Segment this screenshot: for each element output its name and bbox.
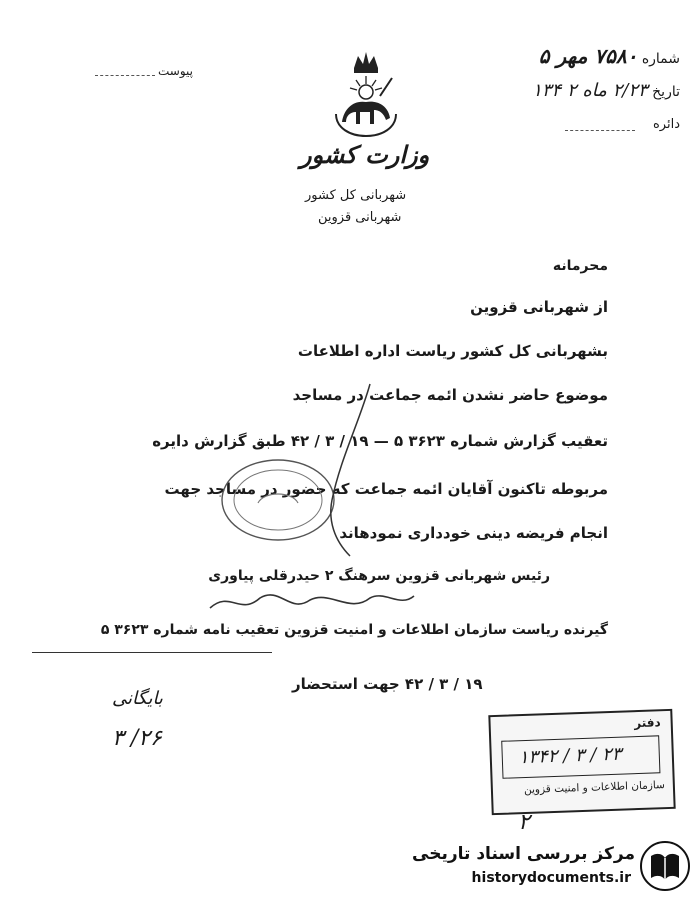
stamp-org: سازمان اطلاعات و امنیت قزوین	[523, 779, 666, 797]
lion-and-sun-emblem-icon	[330, 48, 402, 138]
body-line-2: مربوطه تاکنون آقایان ائمه جماعت که حضور در مساجد جهت	[164, 480, 608, 498]
letter-date	[532, 80, 680, 101]
archive-url: historydocuments.ir	[471, 870, 631, 886]
ministry-title: وزارت کشور	[300, 140, 430, 169]
date-value: ۲/۲۳ ماه ۲ ۱۳۴	[532, 80, 648, 101]
department-label: دائره	[652, 117, 680, 132]
to-line: بشهربانی کل کشور ریاست اداره اطلاعات	[297, 342, 608, 360]
attachment-label: پیوست	[158, 64, 193, 78]
org-line-2: شهربانی قزوین	[318, 210, 402, 225]
stamp-date-box	[501, 735, 660, 778]
signature-scribble	[200, 588, 420, 618]
attachment-field	[158, 64, 193, 78]
stamp-date: ۱۳۴۲ / ۳ / ۲۳	[518, 743, 622, 769]
from-line: از شهربانی قزوین	[470, 298, 608, 316]
date-line: ۱۹ / ۳ / ۴۲ جهت استحضار	[292, 675, 483, 693]
receiver-line: گیرنده ریاست سازمان اطلاعات و امنیت قزوین تعقیب نامه شماره ۳۶۲۳ ۵	[100, 622, 608, 638]
org-line-1: شهربانی کل کشور	[305, 188, 407, 203]
margin-note-line-2: ۲۶/ ۳	[112, 726, 162, 751]
number-value: ۷۵۸۰ مهر ۵	[538, 44, 638, 68]
bottom-mark: ۲	[518, 810, 530, 835]
signature-line: رئیس شهربانی قزوین سرهنگ ۲ حیدرقلی پیاوری	[208, 568, 550, 584]
archive-title: مرکز بررسی اسناد تاریخی	[412, 844, 635, 864]
subject-line: موضوع حاضر نشدن ائمه جماعت در مساجد	[292, 386, 608, 404]
margin-note-line-1: بایگانی	[112, 688, 163, 709]
archive-book-icon	[639, 840, 691, 892]
letter-number	[539, 44, 680, 68]
department-dotline	[565, 130, 635, 131]
number-label: شماره	[641, 51, 680, 67]
archive-logo	[412, 838, 695, 898]
handwritten-stroke	[320, 380, 380, 560]
registry-stamp	[488, 709, 675, 815]
body-line-3: انجام فریضه دینی خودداری نمودهاند	[339, 524, 608, 542]
date-label: تاریخ	[652, 84, 680, 100]
attachment-dotline	[95, 75, 155, 76]
department-field	[653, 117, 680, 132]
body-line-1: تعقیب گزارش شماره ۳۶۲۳ ۵ — ۱۹ / ۳ / ۴۲ طبق گزارش دایره	[152, 432, 608, 450]
receiver-underline	[32, 652, 272, 653]
stamp-title: دفتر	[634, 715, 661, 731]
classification: محرمانه	[552, 258, 608, 274]
